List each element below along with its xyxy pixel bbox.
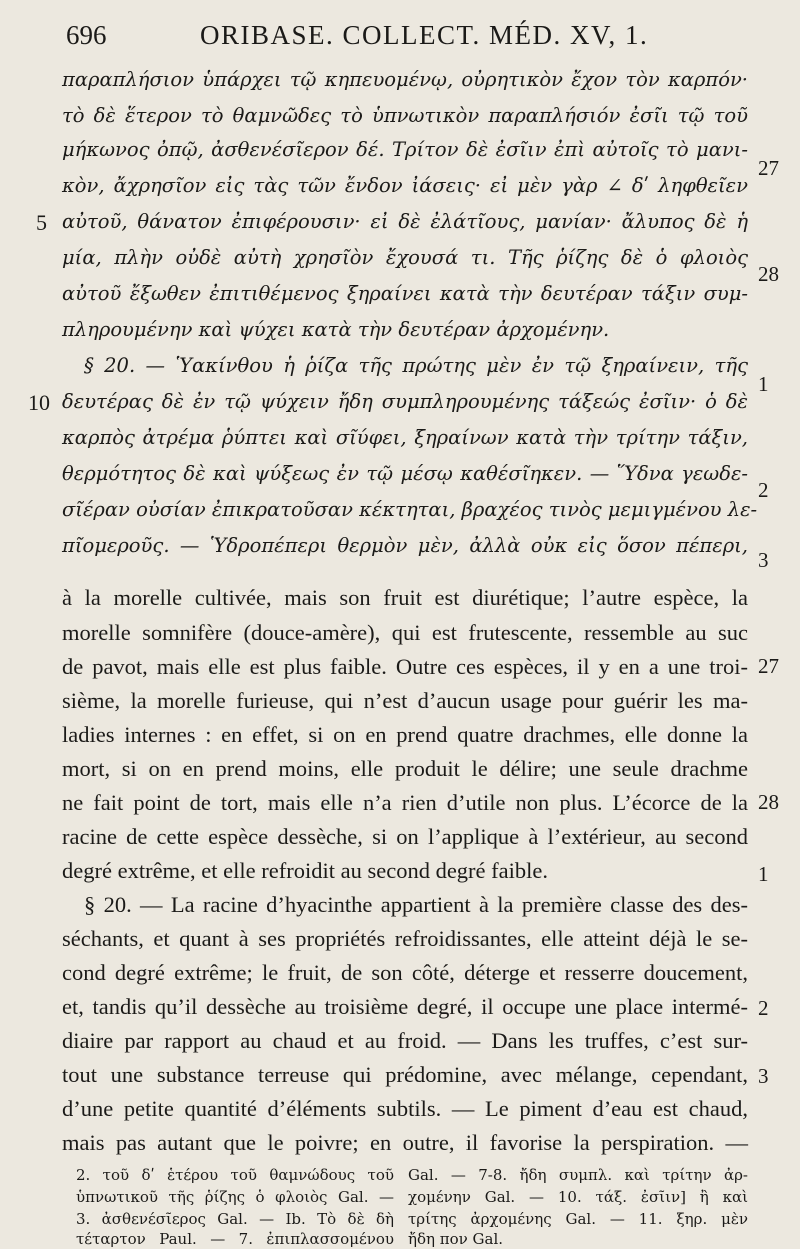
margin-reference: 2 — [758, 478, 769, 502]
margin-reference: 27 — [758, 156, 779, 180]
french-line: de pavot, mais elle est plus faible. Outre ces espèces, il y en a une troi- — [62, 654, 748, 679]
page-number: 696 — [66, 20, 107, 50]
greek-line: αὐτοῦ, θάνατον ἐπιφέρουσιν· εἰ δὲ ἐλάτῖους, μανίαν· ἄλυπος δὲ ἡ — [62, 210, 748, 233]
margin-reference: 1 — [758, 372, 769, 396]
french-line: séchants, et quant à ses propriétés refroidissantes, elle atteint déjà le se- — [62, 926, 748, 951]
french-line: mais pas autant que le poivre; en outre, il favorise la perspiration. — — [62, 1130, 748, 1155]
footnote-line: ἤδη πον Gal. — [408, 1230, 504, 1248]
french-line: morelle somnifère (douce-amère), qui est frutescente, ressemble au suc — [62, 620, 748, 645]
greek-line: αὐτοῦ ἔξωθεν ἐπιτιθέμενος ξηραίνει κατὰ τὴν δευτέραν τάξιν συμ- — [62, 282, 748, 305]
greek-line: κὸν, ἄχρησῖον εἰς τὰς τῶν ἔνδον ἰάσεις· εἰ μὲν γὰρ ∠ δʹ ληφθεῖεν — [62, 174, 748, 197]
greek-line: καρπὸς ἀτρέμα ῥύπτει καὶ σῖύφει, ξηραίνων κατὰ τὴν τρίτην τάξιν, — [62, 426, 748, 449]
french-line: cond degré extrême; le fruit, de son côté, déterge et resserre doucement, — [62, 960, 748, 985]
running-header — [0, 10, 800, 54]
greek-line: μία, πλὴν οὐδὲ αὐτὴ χρησῖὸν ἔχουσά τι. Τῆς ῥίζης δὲ ὁ φλοιὸς — [62, 246, 748, 269]
french-line: à la morelle cultivée, mais son fruit est diurétique; l’autre espèce, la — [62, 585, 748, 610]
greek-line: πληρουμένην καὶ ψύχει κατὰ τὴν δευτέραν ἀρχομένην. — [62, 318, 610, 341]
footnote-line: 3. ἀσθενέσῖερος Gal. — Ib. Τὸ δὲ δὴ — [76, 1210, 394, 1228]
greek-line: μήκωνος ὀπῷ, ἀσθενέσῖερον δέ. Τρίτον δὲ ἐσῖιν ἐπὶ αὐτοῖς τὸ μανι- — [62, 138, 748, 161]
greek-line: θερμότητος δὲ καὶ ψύξεως ἐν τῷ μέσῳ καθέσῖηκεν. — Ὕδνα γεωδε- — [62, 462, 748, 485]
footnote-line: ὑπνωτικοῦ τῆς ῥίζης ὁ φλοιὸς Gal. — — [76, 1188, 394, 1206]
greek-section-start: § 20. — Ὑακίνθου ἡ ῥίζα τῆς πρώτης μὲν ἐν τῷ ξηραίνειν, τῆς — [84, 354, 748, 377]
greek-line: τὸ δὲ ἕτερον τὸ θαμνῶδες τὸ ὑπνωτικὸν παραπλήσιόν ἐσῖι τῷ τοῦ — [62, 104, 748, 127]
greek-line: παραπλήσιον ὑπάρχει τῷ κηπευομένῳ, οὐρητικὸν ἔχον τὸν καρπόν· — [62, 68, 748, 91]
margin-reference: 28 — [758, 790, 779, 814]
french-line: racine de cette espèce dessèche, si on l’applique à l’extérieur, au second — [62, 824, 748, 849]
french-section-start: § 20. — La racine d’hyacinthe appartient à la première classe des des- — [84, 892, 748, 917]
line-number: 5 — [36, 210, 47, 235]
french-line: sième, la morelle furieuse, qui n’est d’aucun usage pour guérir les ma- — [62, 688, 748, 713]
footnote-line: 2. τοῦ δʹ ἑτέρου τοῦ θαμνώδους τοῦ — [76, 1166, 394, 1184]
margin-reference: 2 — [758, 996, 769, 1020]
margin-reference: 3 — [758, 1064, 769, 1088]
footnote-line: τρίτης ἀρχομένης Gal. — 11. ξηρ. μὲν — [408, 1210, 748, 1228]
french-line: mort, si on en prend moins, elle produit le délire; une seule drachme — [62, 756, 748, 781]
running-head-title: ORIBASE. COLLECT. MÉD. XV, 1. — [200, 20, 649, 50]
margin-reference: 3 — [758, 548, 769, 572]
greek-line: πῖομεροῦς. — Ὑδροπέπερι θερμὸν μὲν, ἀλλὰ οὐκ εἰς ὅσον πέπερι, — [62, 534, 748, 557]
french-line: tout une substance terreuse qui prédomine, avec mélange, cependant, — [62, 1062, 748, 1087]
greek-line: σῖέραν οὐσίαν ἐπικρατοῦσαν κέκτηται, βραχέος τινὸς μεμιγμένου λε- — [62, 498, 758, 521]
french-line: diaire par rapport au chaud et au froid. — Dans les truffes, c’est sur- — [62, 1028, 748, 1053]
french-line: ne fait point de tort, mais elle n’a rien d’utile non plus. L’écorce de la — [62, 790, 748, 815]
greek-line: δευτέρας δὲ ἐν τῷ ψύχειν ἤδη συμπληρουμένης τάξεώς ἐσῖιν· ὁ δὲ — [62, 390, 748, 413]
margin-reference: 27 — [758, 654, 779, 678]
margin-reference: 28 — [758, 262, 779, 286]
footnote-line: χομένην Gal. — 10. τάξ. ἐσῖιν] ἢ καὶ — [408, 1188, 748, 1206]
french-line: et, tandis qu’il dessèche au troisième degré, il occupe une place intermé- — [62, 994, 748, 1019]
line-number: 10 — [28, 390, 50, 415]
french-line: degré extrême, et elle refroidit au second degré faible. — [62, 858, 549, 883]
french-line: ladies internes : en effet, si on en prend quatre drachmes, elle donne la — [62, 722, 748, 747]
french-line: d’une petite quantité d’éléments subtils. — Le piment d’eau est chaud, — [62, 1096, 748, 1121]
margin-reference: 1 — [758, 862, 769, 886]
footnote-line: τέταρτον Paul. — 7. ἐπιπλασσομένου — [76, 1230, 394, 1248]
footnote-line: Gal. — 7-8. ἤδη συμπλ. καὶ τρίτην ἀρ- — [408, 1166, 748, 1184]
